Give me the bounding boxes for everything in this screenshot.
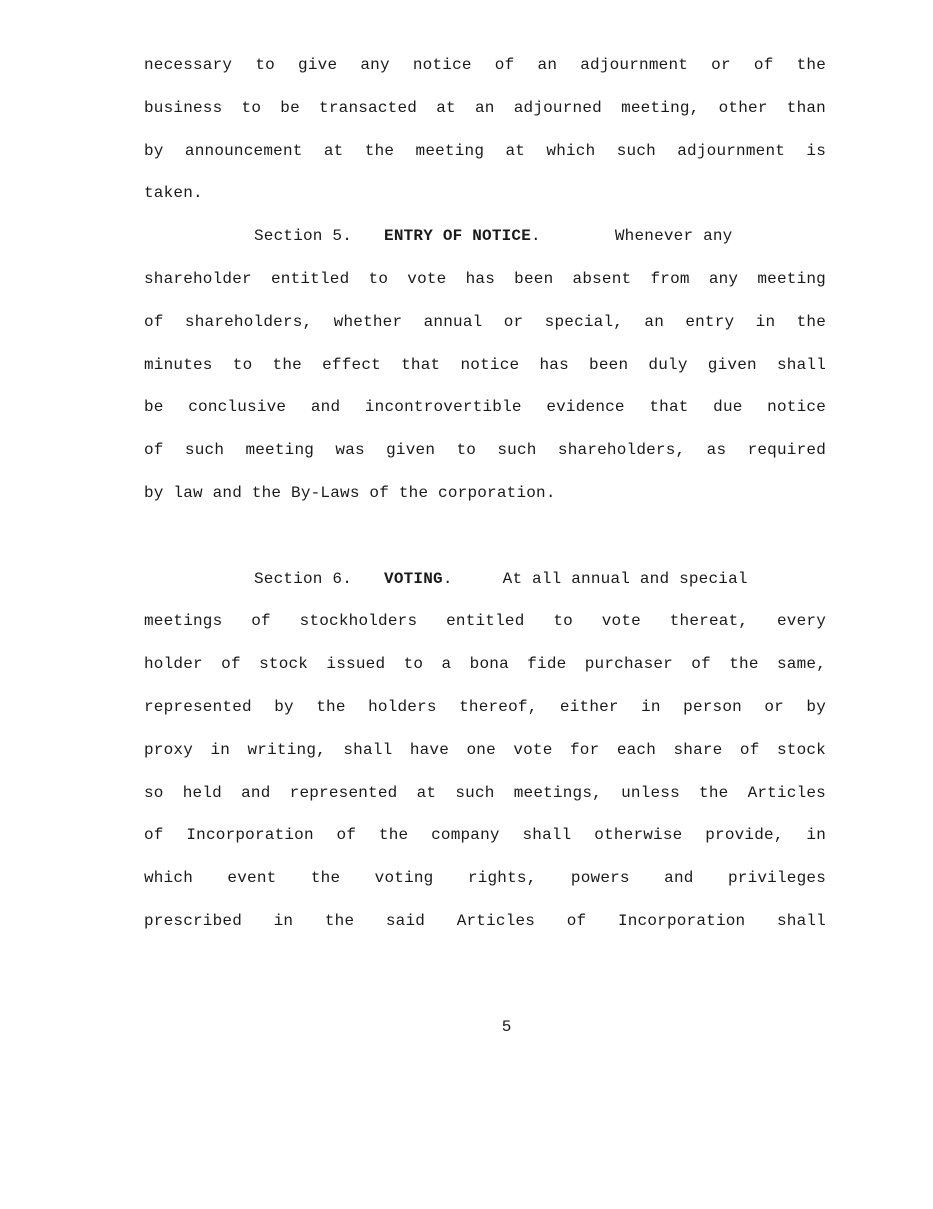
paragraph-line: so held and represented at such meetings, unless the Articles <box>144 783 826 802</box>
paragraph-line: shareholder entitled to vote has been absent from any meeting <box>144 269 826 288</box>
section-6-first-line-text: At all annual and special <box>502 569 748 588</box>
paragraph-line: which event the voting rights, powers and privileges <box>144 869 826 888</box>
paragraph-line: business to be transacted at an adjourned meeting, other than <box>144 98 826 117</box>
paragraph-line: proxy in writing, shall have one vote for each share of stock <box>144 740 826 759</box>
continuation-paragraph <box>144 44 826 215</box>
section-5-label: Section 5. <box>254 227 353 246</box>
paragraph-line: holder of stock issued to a bona fide purchaser of the same, <box>144 655 826 674</box>
paragraph-line: of Incorporation of the company shall otherwise provide, in <box>144 826 826 845</box>
section-5-first-line <box>144 215 826 258</box>
section-5-heading: ENTRY OF NOTICE <box>384 227 532 246</box>
paragraph-line: of shareholders, whether annual or special, an entry in the <box>144 312 826 331</box>
section-6-label: Section 6. <box>254 569 353 588</box>
paragraph-line: of such meeting was given to such shareholders, as required <box>144 441 826 460</box>
paragraph-line: prescribed in the said Articles of Incorporation shall <box>144 911 826 930</box>
section-6-heading: VOTING <box>384 569 443 588</box>
page-number: 5 <box>501 1018 512 1036</box>
paragraph-line: minutes to the effect that notice has been duly given shall <box>144 355 826 374</box>
section-6 <box>144 558 826 943</box>
section-5-heading-period: . <box>531 227 541 246</box>
paragraph-line: represented by the holders thereof, either in person or by <box>144 697 826 716</box>
paragraph-line: taken. <box>144 184 203 203</box>
paragraph-line: meetings of stockholders entitled to vote thereat, every <box>144 612 826 631</box>
paragraph-line: by announcement at the meeting at which such adjournment is <box>144 141 826 160</box>
section-6-heading-period: . <box>442 569 453 588</box>
paragraph-line: by law and the By-Laws of the corporation. <box>144 483 556 502</box>
paragraph-line: be conclusive and incontrovertible evidence that due notice <box>144 398 826 417</box>
section-5-first-line-text: Whenever any <box>614 227 733 246</box>
paragraph-line: necessary to give any notice of an adjournment or of the <box>144 56 826 74</box>
section-5 <box>144 215 826 515</box>
section-6-first-line <box>144 558 826 601</box>
document-page <box>144 44 826 943</box>
section-divider-space <box>144 515 826 558</box>
